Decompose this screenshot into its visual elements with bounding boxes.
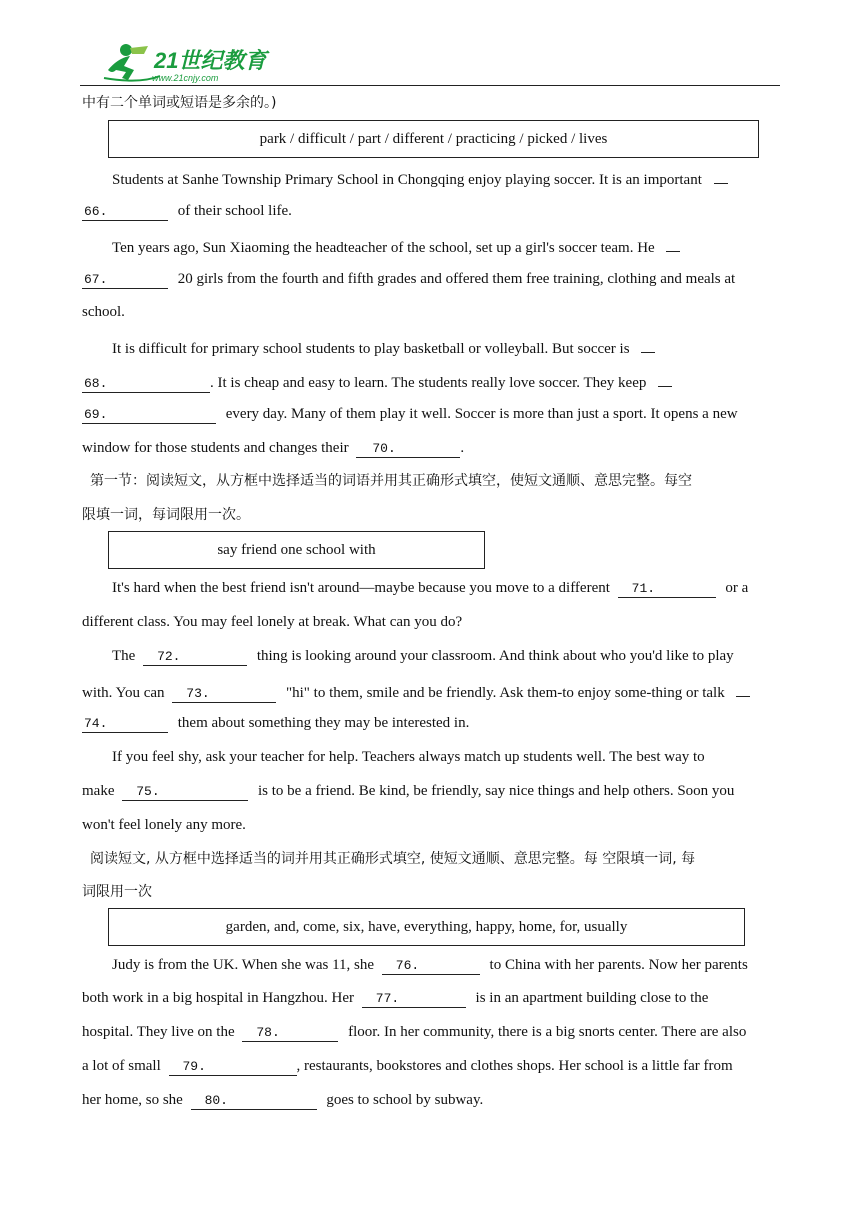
text: make xyxy=(82,783,115,799)
s1-p1-line1 xyxy=(112,167,728,190)
text: a lot of small xyxy=(82,1058,161,1074)
s2-p3-line2 xyxy=(82,781,734,801)
section2-word-box xyxy=(108,531,485,569)
blank-80[interactable]: 80. xyxy=(191,1093,317,1110)
text: Judy is from the UK. When she was 11, she xyxy=(112,957,375,973)
section2-instruction-1: 第一节：阅读短文，从方框中选择适当的词语并用其正确形式填空，使短文通顺、意思完整。每空 xyxy=(90,473,692,489)
section1-word-box xyxy=(108,120,759,158)
logo-url-text: www.21cnjy.com xyxy=(152,73,219,83)
blank-74[interactable]: 74. xyxy=(82,716,168,733)
blank-71[interactable]: 71. xyxy=(618,581,716,598)
text: It's hard when the best friend isn't around—maybe because you move to a different xyxy=(112,580,610,596)
section3-word-box xyxy=(108,908,745,946)
section1-word-box-text: park / difficult / part / different / practicing / picked / lives xyxy=(259,130,608,147)
section2-instruction-2: 限填一词，每词限用一次。 xyxy=(82,507,250,523)
text: "hi" to them, smile and be friendly. Ask them-to enjoy some-thing or talk xyxy=(286,685,725,701)
text: goes to school by subway. xyxy=(326,1092,484,1108)
text: with. You can xyxy=(82,685,165,701)
blank-79[interactable]: 79. xyxy=(169,1059,297,1076)
s1-p3-line3 xyxy=(82,404,738,424)
text: The xyxy=(112,648,136,664)
blank-73[interactable]: 73. xyxy=(172,686,276,703)
blank-68[interactable]: 68. xyxy=(82,376,210,393)
section3-instruction-1: 阅读短文, 从方框中选择适当的词并用其正确形式填空, 使短文通顺、意思完整。每 空限填一词, 每 xyxy=(90,851,696,867)
s2-p2-line1 xyxy=(112,646,734,666)
s3-p1-line1 xyxy=(112,955,748,975)
text: . It is cheap and easy to learn. The students really love soccer. They keep xyxy=(210,375,647,391)
s1-p2-line3: school. xyxy=(82,304,125,320)
s2-p3-line1: If you feel shy, ask your teacher for help. Teachers always match up students well. The best way to xyxy=(112,749,705,765)
section3-instruction-2: 词限用一次 xyxy=(82,884,152,900)
blank-66[interactable]: 66. xyxy=(82,204,168,221)
header-rule xyxy=(80,85,780,86)
blank-lead xyxy=(736,680,750,697)
text: It is difficult for primary school students to play basketball or volleyball. But soccer is xyxy=(112,341,630,357)
s1-p2-line2 xyxy=(82,269,735,289)
blank-76[interactable]: 76. xyxy=(382,958,480,975)
s2-p3-line3: won't feel lonely any more. xyxy=(82,817,246,833)
section2-word-box-text: say friend one school with xyxy=(217,541,376,558)
logo-text: 21世纪教育 xyxy=(154,48,267,73)
s2-p1-line2: different class. You may feel lonely at break. What can you do? xyxy=(82,614,463,630)
s1-p2-line1 xyxy=(112,235,680,258)
s2-p2-line2 xyxy=(82,680,750,703)
text: thing is looking around your classroom. And think about who you'd like to play xyxy=(256,648,734,664)
blank-69[interactable]: 69. xyxy=(82,407,216,424)
blank-75[interactable]: 75. xyxy=(122,784,248,801)
text: , restaurants, bookstores and clothes shops. Her school is a little far from xyxy=(296,1058,733,1074)
text: both work in a big hospital in Hangzhou. Her xyxy=(82,990,355,1006)
text: them about something they may be interested in. xyxy=(177,715,470,731)
s3-p1-line2 xyxy=(82,988,708,1008)
s3-p1-line5 xyxy=(82,1090,483,1110)
s1-p3-line2 xyxy=(82,370,672,393)
s1-p3-line1 xyxy=(112,336,655,359)
text: 20 girls from the fourth and fifth grades and offered them free training, clothing and meals at xyxy=(177,271,736,287)
blank-lead xyxy=(658,370,672,387)
s2-p1-line1 xyxy=(112,578,748,598)
blank-72[interactable]: 72. xyxy=(143,649,247,666)
text: window for those students and changes their xyxy=(82,440,349,456)
text: of their school life. xyxy=(177,203,292,219)
section3-word-box-text: garden, and, come, six, have, everything, happy, home, for, usually xyxy=(225,918,628,935)
text: floor. In her community, there is a big snorts center. There are also xyxy=(348,1024,747,1040)
text: Students at Sanhe Township Primary School in Chongqing enjoy playing soccer. It is an important xyxy=(112,172,702,188)
s3-p1-line4 xyxy=(82,1056,733,1076)
page-header xyxy=(0,0,860,90)
blank-77[interactable]: 77. xyxy=(362,991,466,1008)
s3-p1-line3 xyxy=(82,1022,746,1042)
text: every day. Many of them play it well. Soccer is more than just a sport. It opens a new xyxy=(225,406,738,422)
text: Ten years ago, Sun Xiaoming the headteacher of the school, set up a girl's soccer team. He xyxy=(112,240,655,256)
blank-70[interactable]: 70. xyxy=(356,441,460,458)
text: is in an apartment building close to the xyxy=(475,990,709,1006)
s1-p3-line4 xyxy=(82,438,464,458)
logo xyxy=(100,40,270,84)
text: hospital. They live on the xyxy=(82,1024,235,1040)
blank-lead xyxy=(641,336,655,353)
text: is to be a friend. Be kind, be friendly, say nice things and help others. Soon you xyxy=(257,783,735,799)
blank-67[interactable]: 67. xyxy=(82,272,168,289)
text: her home, so she xyxy=(82,1092,183,1108)
blank-lead xyxy=(666,235,680,252)
blank-78[interactable]: 78. xyxy=(242,1025,338,1042)
s1-p1-line2 xyxy=(82,201,292,221)
text: . xyxy=(460,440,465,456)
blank-lead xyxy=(714,167,728,184)
text: or a xyxy=(725,580,749,596)
text: to China with her parents. Now her parents xyxy=(489,957,748,973)
s2-p2-line3 xyxy=(82,713,469,733)
section1-intro-tail: 中有二个单词或短语是多余的。) xyxy=(82,95,277,111)
